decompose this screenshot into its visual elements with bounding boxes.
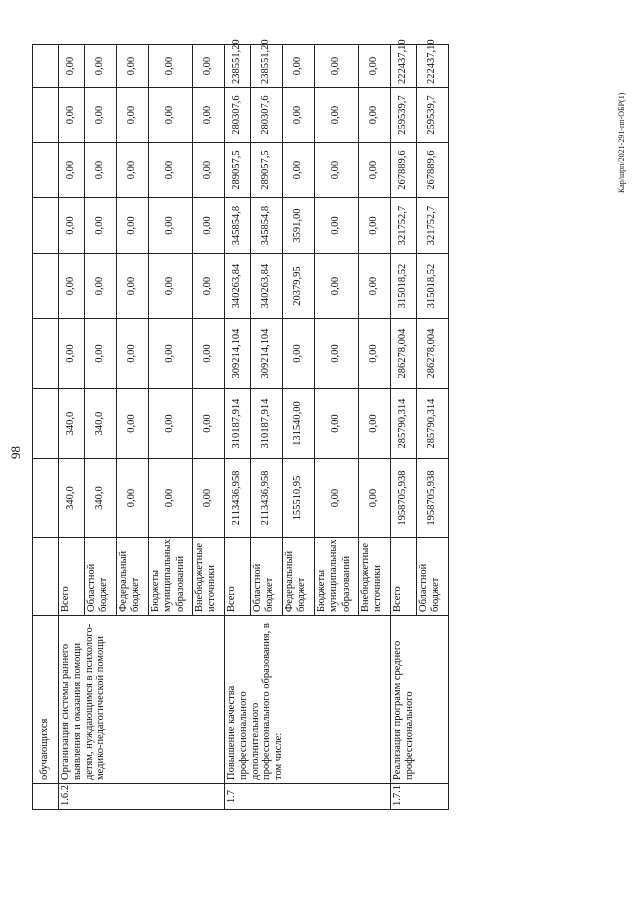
- empty-cell: [33, 143, 59, 198]
- funding-value: 340,0: [85, 389, 117, 459]
- funding-value: 0,00: [315, 198, 359, 254]
- funding-value: 0,00: [315, 389, 359, 459]
- funding-source: Бюджеты муниципальных образований: [149, 538, 193, 616]
- funding-value: 0,00: [117, 319, 149, 389]
- funding-value: 155510,95: [283, 459, 315, 538]
- empty-cell: [33, 538, 59, 616]
- funding-value: 0,00: [85, 45, 117, 88]
- section-number: 1.7: [225, 784, 391, 810]
- funding-value: 267889,6: [391, 143, 417, 198]
- funding-value: 1958705,938: [391, 459, 417, 538]
- funding-value: 0,00: [359, 389, 391, 459]
- funding-value: 0,00: [359, 45, 391, 88]
- funding-value: 222437,10: [391, 45, 417, 88]
- funding-value: 340263,84: [225, 254, 251, 319]
- funding-value: 0,00: [85, 143, 117, 198]
- funding-value: 238551,20: [251, 45, 283, 88]
- funding-value: 131540,00: [283, 389, 315, 459]
- funding-value: 0,00: [149, 88, 193, 143]
- funding-value: 345854,8: [251, 198, 283, 254]
- funding-value: 315018,52: [417, 254, 449, 319]
- funding-value: 0,00: [149, 143, 193, 198]
- funding-value: 259539,7: [417, 88, 449, 143]
- funding-value: 0,00: [315, 319, 359, 389]
- funding-value: 280307,6: [225, 88, 251, 143]
- funding-value: 0,00: [283, 88, 315, 143]
- empty-cell: [33, 88, 59, 143]
- funding-value: 309214,104: [251, 319, 283, 389]
- section-name: Организация системы раннего выявления и оказания помощи детям, нуждающимся в психолого-медико-педагогической помощи: [59, 616, 225, 784]
- funding-source: Областной бюджет: [251, 538, 283, 616]
- empty-cell: [33, 319, 59, 389]
- funding-source: Бюджеты муниципальных образований: [315, 538, 359, 616]
- funding-value: 0,00: [359, 198, 391, 254]
- empty-cell: [33, 198, 59, 254]
- funding-source: Всего: [59, 538, 85, 616]
- funding-value: 0,00: [283, 319, 315, 389]
- table-row: [33, 45, 59, 810]
- empty-cell: [33, 459, 59, 538]
- table-row: [59, 45, 85, 810]
- funding-value: 0,00: [193, 45, 225, 88]
- section-number: 1.6.2: [59, 784, 225, 810]
- funding-value: 340,0: [85, 459, 117, 538]
- funding-value: 0,00: [193, 389, 225, 459]
- funding-value: 0,00: [283, 45, 315, 88]
- funding-value: 0,00: [315, 45, 359, 88]
- funding-source: Федеральный бюджет: [117, 538, 149, 616]
- funding-value: 0,00: [59, 143, 85, 198]
- funding-value: 222437,10: [417, 45, 449, 88]
- funding-value: 0,00: [315, 254, 359, 319]
- funding-value: 310187,914: [225, 389, 251, 459]
- funding-value: 0,00: [315, 88, 359, 143]
- funding-value: 2113436,958: [251, 459, 283, 538]
- section-name: Реализация программ среднего профессионального: [391, 616, 449, 784]
- funding-value: 0,00: [117, 198, 149, 254]
- funding-value: 0,00: [117, 254, 149, 319]
- funding-value: 310187,914: [251, 389, 283, 459]
- funding-value: 340263,84: [251, 254, 283, 319]
- funding-value: 0,00: [359, 88, 391, 143]
- funding-value: 0,00: [59, 254, 85, 319]
- funding-value: 0,00: [149, 254, 193, 319]
- funding-value: 267889,6: [417, 143, 449, 198]
- funding-value: 285790,314: [391, 389, 417, 459]
- funding-value: 321752,7: [391, 198, 417, 254]
- funding-value: 0,00: [117, 459, 149, 538]
- funding-source: Внебюджетные источники: [193, 538, 225, 616]
- funding-source: Областной бюджет: [85, 538, 117, 616]
- row-name-cell: обучающихся: [33, 616, 59, 784]
- funding-value: 0,00: [193, 254, 225, 319]
- funding-value: 0,00: [149, 198, 193, 254]
- funding-value: 1958705,938: [417, 459, 449, 538]
- funding-value: 0,00: [193, 88, 225, 143]
- funding-value: 0,00: [193, 459, 225, 538]
- section-name: Повышение качества профессионального дополнительного профессионального образования, в том числе:: [225, 616, 391, 784]
- funding-source: Всего: [391, 538, 417, 616]
- section-number: 1.7.1: [391, 784, 449, 810]
- funding-value: 3591,00: [283, 198, 315, 254]
- funding-value: 0,00: [149, 389, 193, 459]
- funding-value: 345854,8: [225, 198, 251, 254]
- funding-value: 2113436,958: [225, 459, 251, 538]
- funding-value: 289057,5: [225, 143, 251, 198]
- funding-value: 0,00: [149, 459, 193, 538]
- funding-value: 309214,104: [225, 319, 251, 389]
- funding-value: 286278,004: [391, 319, 417, 389]
- funding-value: 0,00: [59, 45, 85, 88]
- empty-cell: [33, 389, 59, 459]
- funding-value: 0,00: [59, 198, 85, 254]
- table-row: [225, 45, 251, 810]
- funding-value: 280307,6: [251, 88, 283, 143]
- funding-source: Внебюджетные источники: [359, 538, 391, 616]
- funding-value: 285790,314: [417, 389, 449, 459]
- funding-source: Всего: [225, 538, 251, 616]
- funding-value: 238551,20: [225, 45, 251, 88]
- funding-value: 0,00: [85, 198, 117, 254]
- funding-value: 0,00: [315, 459, 359, 538]
- funding-value: 0,00: [149, 319, 193, 389]
- funding-value: 0,00: [359, 254, 391, 319]
- funding-value: 315018,52: [391, 254, 417, 319]
- table-row: [391, 45, 417, 810]
- funding-value: 0,00: [117, 45, 149, 88]
- funding-value: 259539,7: [391, 88, 417, 143]
- funding-value: 0,00: [149, 45, 193, 88]
- funding-value: 0,00: [117, 88, 149, 143]
- footer-code: Кар/шрп/2021-291-пп-ОБР(1): [617, 92, 626, 193]
- funding-value: 20379,95: [283, 254, 315, 319]
- funding-value: 0,00: [193, 143, 225, 198]
- funding-value: 0,00: [283, 143, 315, 198]
- funding-value: 0,00: [59, 88, 85, 143]
- funding-table: [32, 39, 449, 810]
- funding-value: 340,0: [59, 459, 85, 538]
- funding-value: 321752,7: [417, 198, 449, 254]
- funding-value: 0,00: [315, 143, 359, 198]
- funding-value: 0,00: [85, 254, 117, 319]
- funding-source: Областной бюджет: [417, 538, 449, 616]
- funding-value: 0,00: [117, 389, 149, 459]
- funding-value: 286278,004: [417, 319, 449, 389]
- funding-value: 289057,5: [251, 143, 283, 198]
- funding-value: 0,00: [85, 319, 117, 389]
- row-number-cell: [33, 784, 59, 810]
- funding-value: 0,00: [359, 319, 391, 389]
- funding-value: 0,00: [359, 143, 391, 198]
- funding-value: 0,00: [359, 459, 391, 538]
- funding-value: 340,0: [59, 389, 85, 459]
- funding-value: 0,00: [85, 88, 117, 143]
- funding-value: 0,00: [117, 143, 149, 198]
- empty-cell: [33, 254, 59, 319]
- funding-value: 0,00: [193, 319, 225, 389]
- page-number: 98: [8, 446, 23, 459]
- funding-value: 0,00: [59, 319, 85, 389]
- funding-value: 0,00: [193, 198, 225, 254]
- funding-source: Федеральный бюджет: [283, 538, 315, 616]
- empty-cell: [33, 45, 59, 88]
